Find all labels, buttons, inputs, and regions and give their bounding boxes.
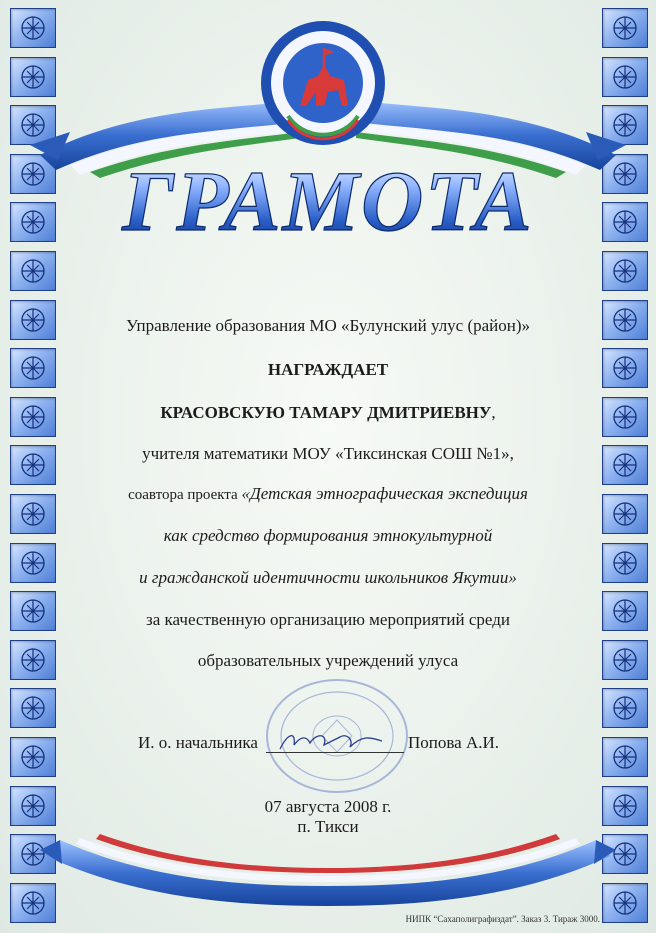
handwritten-signature bbox=[270, 727, 390, 755]
ornament-tile bbox=[10, 348, 56, 388]
ornament-tile bbox=[10, 688, 56, 728]
ornament-tile bbox=[602, 397, 648, 437]
ornament-tile bbox=[10, 494, 56, 534]
ornament-tile bbox=[602, 300, 648, 340]
recipient-name-text: КРАСОВСКУЮ ТАМАРУ ДМИТРИЕВНУ bbox=[160, 403, 492, 422]
print-imprint: НИПК “Сахаполиграфиздат”. Заказ 3. Тираж 3000. bbox=[405, 914, 600, 924]
ornament-tile bbox=[10, 8, 56, 48]
ornament-tile bbox=[10, 543, 56, 583]
signature-row bbox=[70, 733, 586, 755]
issue-date: 07 августа 2008 г. bbox=[264, 797, 392, 816]
ornament-tile bbox=[602, 8, 648, 48]
ornament-tile bbox=[602, 591, 648, 631]
ornament-tile bbox=[602, 494, 648, 534]
ornament-tile bbox=[602, 445, 648, 485]
coauthor-prefix: соавтора проекта bbox=[128, 487, 242, 503]
certificate-title bbox=[0, 150, 656, 250]
ornament-tile bbox=[10, 300, 56, 340]
recipient-comma: , bbox=[491, 403, 496, 422]
ornament-tile bbox=[10, 445, 56, 485]
ornament-tile bbox=[602, 640, 648, 680]
awards-heading: НАГРАЖДАЕТ bbox=[267, 360, 389, 379]
ornament-tile bbox=[602, 251, 648, 291]
project-line-2: как средство формирования этнокультурной bbox=[163, 526, 493, 545]
issue-place: п. Тикси bbox=[297, 817, 359, 836]
ornament-tile bbox=[10, 640, 56, 680]
ornament-tile bbox=[10, 397, 56, 437]
ornament-tile bbox=[602, 737, 648, 777]
recipient-name bbox=[70, 403, 586, 423]
signatory-role: И. о. начальника bbox=[138, 733, 258, 752]
ornament-tile bbox=[10, 251, 56, 291]
issuer-text: Управление образования МО «Булунский улус (район)» bbox=[125, 316, 531, 335]
horseman-emblem-icon bbox=[258, 18, 388, 148]
project-line-3: и гражданской идентичности школьников Якутии» bbox=[139, 568, 517, 587]
ornament-tile bbox=[602, 688, 648, 728]
recipient-position: учителя математики МОУ «Тиксинская СОШ №1», bbox=[142, 444, 514, 463]
title-text: ГРАМОТА bbox=[122, 153, 534, 249]
reason-line-2: образовательных учреждений улуса bbox=[197, 651, 459, 670]
ornament-tile bbox=[602, 543, 648, 583]
ornament-tile bbox=[10, 591, 56, 631]
reason-line-1: за качественную организацию мероприятий среди bbox=[146, 610, 510, 629]
ornament-tile bbox=[602, 348, 648, 388]
signatory-name: Попова А.И. bbox=[408, 733, 500, 752]
project-title-part-1: «Детская этнографическая экспедиция bbox=[241, 484, 528, 503]
project-line-1 bbox=[70, 484, 586, 505]
ornament-tile bbox=[10, 737, 56, 777]
